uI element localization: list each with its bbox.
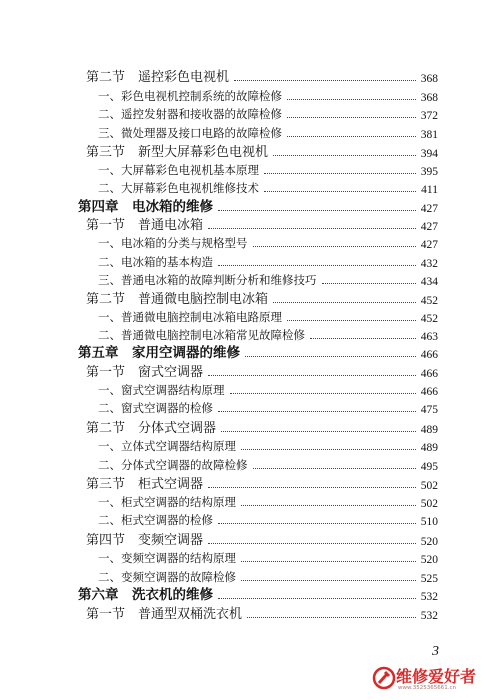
toc-leader-dots [208,487,416,488]
toc-label: 二、电冰箱的基本构造 [98,255,213,269]
toc-item [98,492,438,510]
toc-label: 第二节 分体式空调器 [86,421,217,436]
toc-label: 一、变频空调器的结构原理 [98,551,236,565]
toc-section [86,474,438,492]
toc-page-number: 427 [420,221,438,233]
toc-page-number: 520 [420,536,438,548]
toc-label: 二、分体式空调器的故障检修 [98,458,248,472]
toc-section [86,215,438,233]
toc-label: 第五章 家用空调器的维修 [78,345,240,361]
toc-item [98,178,438,196]
toc-label: 二、变频空调器的故障检修 [98,570,236,584]
toc-leader-dots [218,411,416,412]
toc-chapter [78,343,438,361]
toc-label: 二、柜式空调器的检修 [98,513,213,527]
toc-label: 第三节 新型大屏幕彩色电视机 [86,145,269,160]
toc-leader-dots [247,617,416,618]
toc-leader-dots [241,580,416,581]
toc-page-number: 368 [420,73,438,85]
toc-page-number: 502 [420,480,438,492]
toc-page-number: 395 [420,166,438,178]
toc-page-number: 463 [420,331,438,343]
toc-item [98,86,438,104]
toc-section [86,604,438,622]
toc-page-number: 532 [420,610,438,622]
toc-item [98,104,438,122]
toc-leader-dots [241,449,416,450]
toc-chapter [78,585,438,603]
toc-label: 二、大屏幕彩色电视机维修技术 [98,181,259,195]
toc-leader-dots [273,302,416,303]
toc-page-number: 489 [420,442,438,454]
toc-leader-dots [253,468,416,469]
toc-section [86,362,438,380]
toc-item [98,398,438,416]
toc-section [86,530,438,548]
toc-label: 二、窗式空调器的检修 [98,401,213,415]
toc-leader-dots [234,80,416,81]
toc-page-number: 466 [420,368,438,380]
toc-item [98,436,438,454]
toc-leader-dots [322,283,416,284]
toc-label: 一、电冰箱的分类与规格型号 [98,236,248,250]
toc-leader-dots [218,210,416,211]
toc-item [98,455,438,473]
toc-label: 二、普通微电脑控制电冰箱常见故障检修 [98,328,305,342]
page-number: 3 [432,644,439,659]
toc-leader-dots [218,265,416,266]
toc-page-number: 489 [420,424,438,436]
toc-label: 一、普通微电脑控制电冰箱电路原理 [98,310,282,324]
toc-leader-dots [218,598,416,599]
toc-page-number: 452 [420,295,438,307]
toc-label: 第六章 洗衣机的维修 [78,587,213,603]
toc-section [86,418,438,436]
toc-label: 三、微处理器及接口电路的故障检修 [98,126,282,140]
toc-page-number: 525 [420,573,438,585]
toc-item [98,160,438,178]
toc-page-number: 381 [420,129,438,141]
toc-chapter [78,197,438,215]
toc-label: 三、普通电冰箱的故障判断分析和维修技巧 [98,273,317,287]
toc-label: 第三节 柜式空调器 [86,477,204,492]
toc-section [86,289,438,307]
toc-leader-dots [264,191,416,192]
toc-item [98,380,438,398]
toc-leader-dots [218,523,416,524]
toc-label: 一、彩色电视机控制系统的故障检修 [98,89,282,103]
toc-label: 第一节 普通电冰箱 [86,218,204,233]
toc-leader-dots [287,117,416,118]
toc-item [98,252,438,270]
toc-label: 一、大屏幕彩色电视机基本原理 [98,163,259,177]
toc-label: 一、柜式空调器的结构原理 [98,495,236,509]
toc-page-number: 427 [420,239,438,251]
toc-leader-dots [273,155,416,156]
toc-label: 第一节 窗式空调器 [86,365,204,380]
toc-label: 一、立体式空调器结构原理 [98,439,236,453]
watermark-text: 维修爱好者 [396,667,477,686]
toc-section [86,142,438,160]
toc-page-number: 466 [420,349,438,361]
toc-page-number: 520 [420,554,438,566]
toc-page-number: 466 [420,386,438,398]
toc-leader-dots [264,173,416,174]
toc-page-number: 532 [420,591,438,603]
toc-leader-dots [241,561,416,562]
toc-label: 第一节 普通型双桶洗衣机 [86,607,243,622]
toc-page-number: 427 [420,203,438,215]
watermark-url: www.3525365661.cn [398,685,456,691]
toc-page-number: 372 [420,110,438,122]
toc-label: 第二节 遥控彩色电视机 [86,70,230,85]
toc-leader-dots [287,136,416,137]
toc-label: 一、窗式空调器结构原理 [98,383,225,397]
toc-item [98,510,438,528]
toc-leader-dots [310,338,416,339]
toc-leader-dots [208,543,416,544]
toc-leader-dots [230,393,416,394]
toc-item [98,307,438,325]
toc-page-number: 502 [420,498,438,510]
toc-item [98,123,438,141]
toc-leader-dots [287,99,416,100]
toc-leader-dots [208,375,416,376]
toc-page-number: 432 [420,258,438,270]
toc-page-number: 495 [420,461,438,473]
toc-page-number: 434 [420,276,438,288]
toc-leader-dots [221,431,416,432]
toc-page-number: 452 [420,313,438,325]
watermark [370,662,490,700]
toc-leader-dots [241,505,416,506]
toc-item [98,548,438,566]
toc-page-number: 475 [420,404,438,416]
toc-label: 第四章 电冰箱的维修 [78,199,213,215]
toc-page-number: 510 [420,516,438,528]
toc-leader-dots [253,246,416,247]
wrench-icon [372,665,396,691]
toc-leader-dots [245,356,416,357]
toc-page-number: 368 [420,92,438,104]
toc-label: 第二节 普通微电脑控制电冰箱 [86,292,269,307]
toc-item [98,233,438,251]
toc-section [86,67,438,85]
toc-label: 二、遥控发射器和接收器的故障检修 [98,107,282,121]
toc-page-number: 394 [420,148,438,160]
toc-label: 第四节 变频空调器 [86,533,204,548]
toc-leader-dots [208,228,416,229]
toc-leader-dots [287,320,416,321]
toc-item [98,270,438,288]
toc-page-number: 411 [421,184,438,196]
